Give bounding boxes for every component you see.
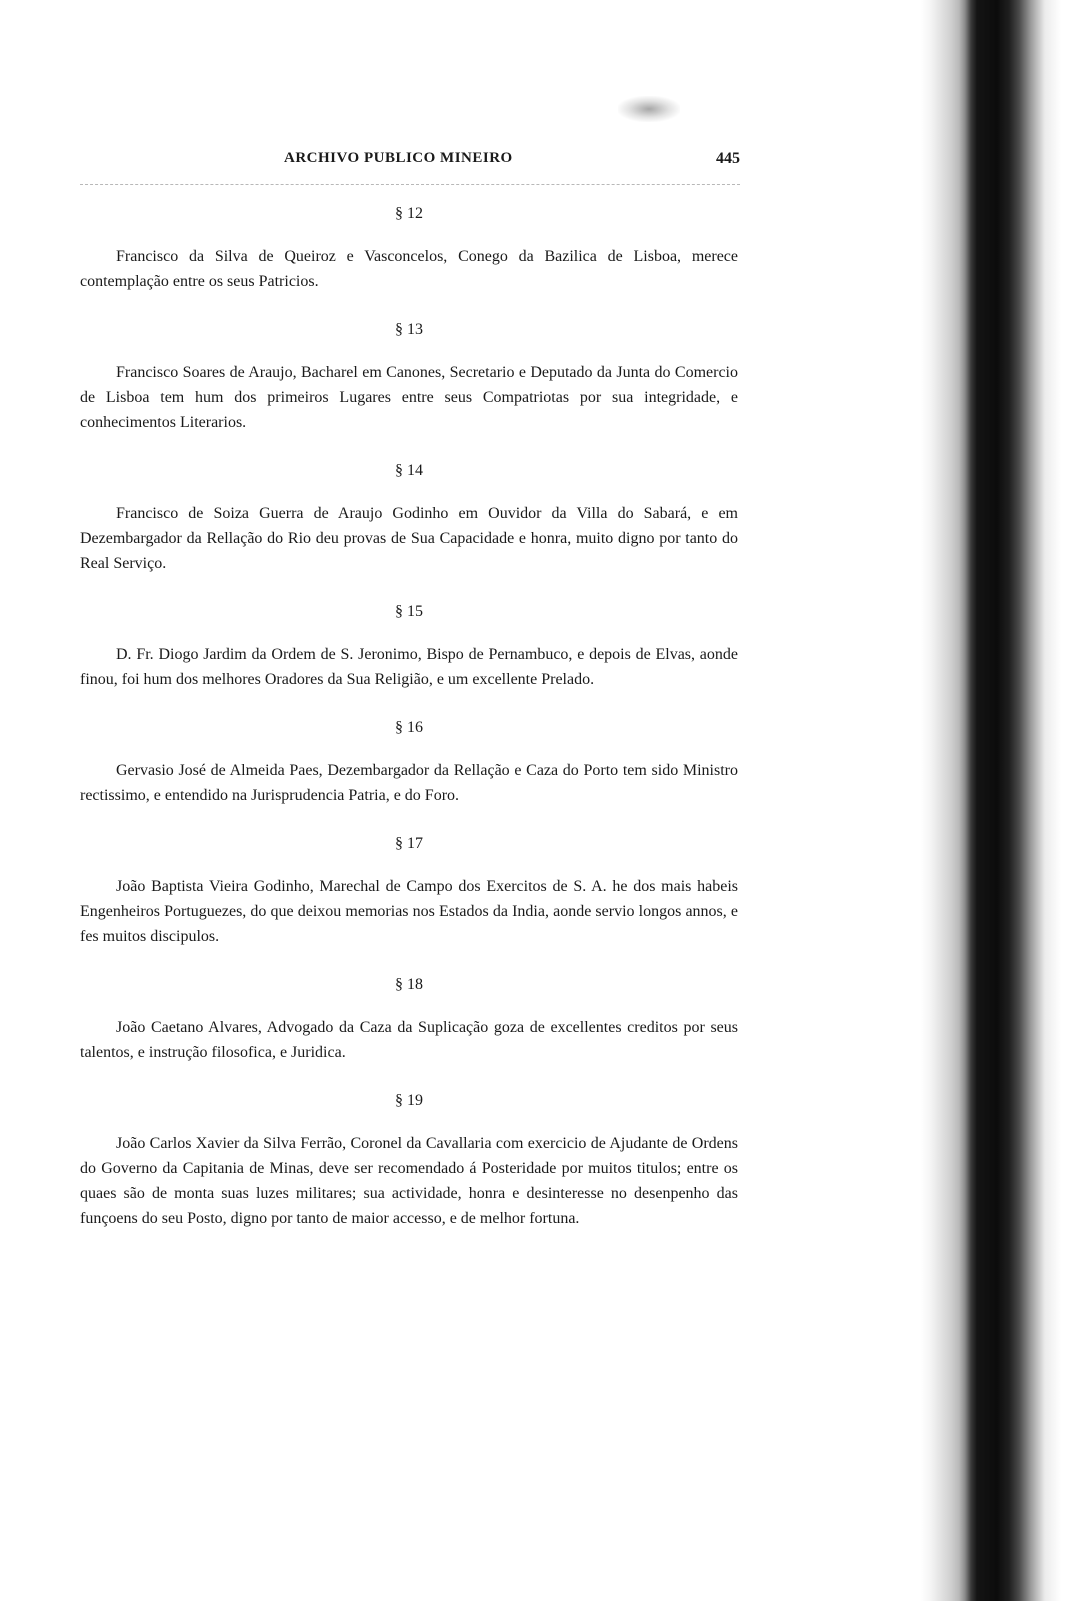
section-18 [80,975,738,1065]
section-heading: § 17 [395,835,423,852]
section-paragraph: D. Fr. Diogo Jardim da Ordem de S. Jeronimo, Bispo de Pernambuco, e depois de Elvas, aonde finou, foi hum dos melhores Oradores da Sua Religião, e um excellente Prelado. [80,646,738,688]
section-heading: § 16 [395,719,423,736]
section-12 [80,204,738,294]
section-heading: § 15 [395,603,423,620]
section-heading: § 14 [395,462,423,479]
section-17 [80,834,738,949]
page-header [80,150,740,174]
section-13 [80,320,738,435]
section-paragraph: João Caetano Alvares, Advogado da Caza da Suplicação goza de excellentes creditos por seus talentos, e instrução filosofica, e Juridica. [80,1019,738,1061]
section-heading: § 19 [395,1092,423,1109]
section-15 [80,602,738,692]
section-paragraph: Francisco de Soiza Guerra de Araujo Godinho em Ouvidor da Villa do Sabará, e em Dezembargador da Rellação do Rio deu provas de Sua Capacidade e honra, muito digno por tanto do Real Serviço. [80,505,738,572]
section-heading: § 13 [395,321,423,338]
section-16 [80,718,738,808]
page-body [80,204,738,1257]
running-title: ARCHIVO PUBLICO MINEIRO [284,150,513,166]
section-paragraph: Francisco Soares de Araujo, Bacharel em Canones, Secretario e Deputado da Junta do Comercio de Lisboa tem hum dos primeiros Lugares entre seus Compatriotas por sua integridade, e conhecimentos Literarios. [80,364,738,431]
page-number: 445 [716,150,740,167]
section-paragraph: João Carlos Xavier da Silva Ferrão, Coronel da Cavallaria com exercicio de Ajudante de Ordens do Governo da Capitania de Minas, deve ser recomendado á Posteridade por muitos titulos; entre os quaes são de monta suas luzes militares; sua actividade, honra e desinteresse no desenpenho das funçoens do seu Posto, digno por tanto de maior accesso, e de melhor fortuna. [80,1135,738,1227]
section-paragraph: Francisco da Silva de Queiroz e Vasconcelos, Conego da Bazilica de Lisboa, merece contemplação entre os seus Patricios. [80,248,738,290]
page-binding-edge [921,0,1091,1601]
header-rule [80,184,740,185]
ink-smudge [618,96,680,122]
section-heading: § 12 [395,205,423,222]
section-paragraph: Gervasio José de Almeida Paes, Dezembargador da Rellação e Caza do Porto tem sido Ministro rectissimo, e entendido na Jurisprudencia Patria, e do Foro. [80,762,738,804]
section-heading: § 18 [395,976,423,993]
section-14 [80,461,738,576]
section-19 [80,1091,738,1231]
section-paragraph: João Baptista Vieira Godinho, Marechal de Campo dos Exercitos de S. A. he dos mais habeis Engenheiros Portuguezes, do que deixou memorias nos Estados da India, aonde servio longos annos, e fes muitos discipulos. [80,878,738,945]
